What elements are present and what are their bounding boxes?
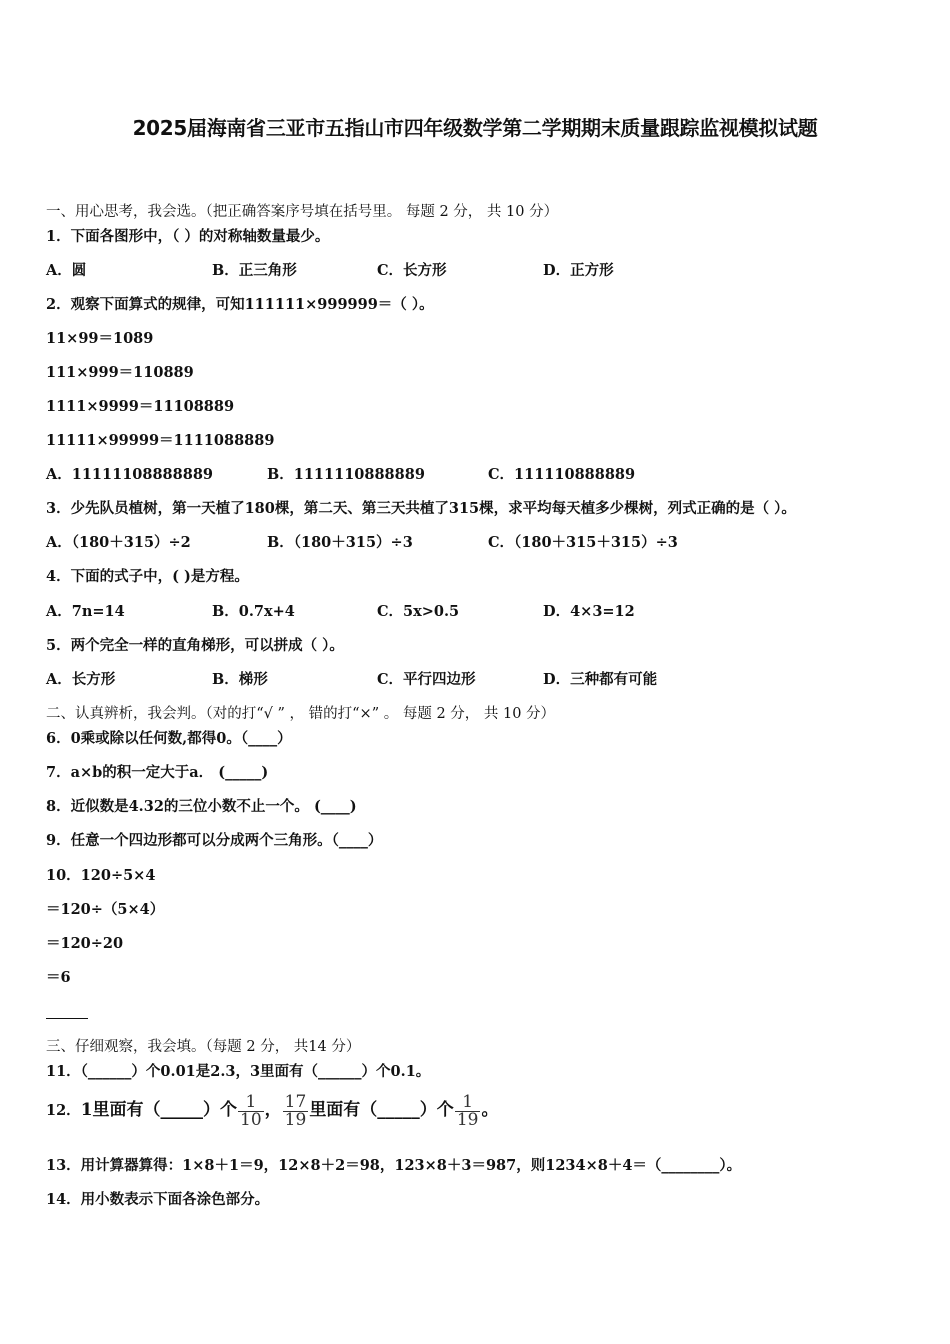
q3-option-b: B．（180＋315）÷3 <box>267 534 413 551</box>
q10-line: ＝120÷20 <box>46 935 124 952</box>
q4-stem: 4．下面的式子中，( )是方程。 <box>46 568 249 585</box>
fraction-numerator: 1 <box>245 1091 257 1112</box>
q12-fraction-3 <box>455 1091 481 1130</box>
q4-option-a: A．7n=14 <box>46 603 125 620</box>
fraction-numerator: 17 <box>284 1091 307 1112</box>
q12-prefix: 12． <box>46 1102 81 1119</box>
q12-end: 。 <box>481 1100 499 1120</box>
q3-stem: 3．少先队员植树，第一天植了180棵，第二天、第三天共植了315棵，求平均每天植多少棵树，列式正确的是（ ）。 <box>46 500 796 517</box>
q2-option-c: C．111110888889 <box>488 466 636 483</box>
q1-option-a: A．圆 <box>46 262 87 279</box>
q3-option-a: A．（180＋315）÷2 <box>46 534 191 551</box>
q1-option-b: B．正三角形 <box>212 262 297 279</box>
q10-line: ＝120÷（5×4） <box>46 901 165 918</box>
q4-option-b: B．0.7x+4 <box>212 603 295 620</box>
page-title: 2025届海南省三亚市五指山市四年级数学第二学期期末质量跟踪监视模拟试题 <box>132 116 818 140</box>
q7-stem: 7．a×b的积一定大于a． (_____) <box>46 764 269 781</box>
q12-separator: ， <box>264 1100 282 1120</box>
q2-line: 111×999＝110889 <box>46 364 194 381</box>
q5-option-b: B．梯形 <box>212 671 268 688</box>
q13-stem: 13．用计算器算得：1×8＋1＝9，12×8＋2＝98，123×8＋3＝987，则1234×8＋4＝（________）。 <box>46 1157 742 1174</box>
q1-option-d: D．正方形 <box>543 262 614 279</box>
section3-heading: 三、仔细观察，我会填。（每题 2 分， 共14 分） <box>46 1039 361 1055</box>
q14-stem: 14．用小数表示下面各涂色部分。 <box>46 1191 270 1208</box>
q2-line: 11×99＝1089 <box>46 330 154 347</box>
q12-fraction-2 <box>283 1091 309 1130</box>
q2-option-b: B．1111110888889 <box>267 466 425 483</box>
q4-option-c: C．5x>0.5 <box>377 603 460 620</box>
fraction-denominator: 19 <box>456 1109 479 1130</box>
fraction-numerator: 1 <box>462 1091 474 1112</box>
q12-fraction-1 <box>238 1091 264 1130</box>
section2-heading: 二、认真辨析，我会判。（对的打“√ ” ， 错的打“×” 。 每题 2 分， 共 10 分） <box>46 706 556 722</box>
q5-option-c: C．平行四边形 <box>377 671 476 688</box>
q5-option-a: A．长方形 <box>46 671 116 688</box>
fraction-denominator: 19 <box>284 1109 307 1130</box>
q2-line: 1111×9999＝11108889 <box>46 398 235 415</box>
q4-option-d: D．4×3=12 <box>543 603 635 620</box>
q8-stem: 8．近似数是4.32的三位小数不止一个。 (____) <box>46 798 357 815</box>
q12-part1: 1里面有（_____）个 <box>80 1100 238 1120</box>
q6-stem: 6．0乘或除以任何数,都得0。（____） <box>46 730 292 747</box>
q9-stem: 9．任意一个四边形都可以分成两个三角形。（____） <box>46 832 383 849</box>
q10-line: 10．120÷5×4 <box>46 867 156 884</box>
q1-stem: 1．下面各图形中，（ ）的对称轴数量最少。 <box>46 228 330 245</box>
q12-part2: 里面有（_____）个 <box>309 1100 454 1120</box>
q10-line: ＝6 <box>46 969 71 986</box>
q2-stem: 2．观察下面算式的规律，可知111111×999999＝（ ）。 <box>46 296 434 313</box>
q10-answer-line <box>46 1018 88 1019</box>
q5-stem: 5．两个完全一样的直角梯形，可以拼成（ ）。 <box>46 637 344 654</box>
q2-line: 11111×99999＝1111088889 <box>46 432 275 449</box>
section1-heading: 一、用心思考，我会选。（把正确答案序号填在括号里。 每题 2 分， 共 10 分） <box>46 204 559 220</box>
q5-option-d: D．三种都有可能 <box>543 671 658 688</box>
q3-option-c: C．（180＋315＋315）÷3 <box>488 534 678 551</box>
q1-option-c: C．长方形 <box>377 262 447 279</box>
q2-option-a: A．11111108888889 <box>46 466 213 483</box>
fraction-denominator: 10 <box>240 1109 262 1130</box>
q12-stem <box>46 1091 498 1130</box>
q11-stem: 11．（______）个0.01是2.3，3里面有（______）个0.1。 <box>46 1063 431 1080</box>
